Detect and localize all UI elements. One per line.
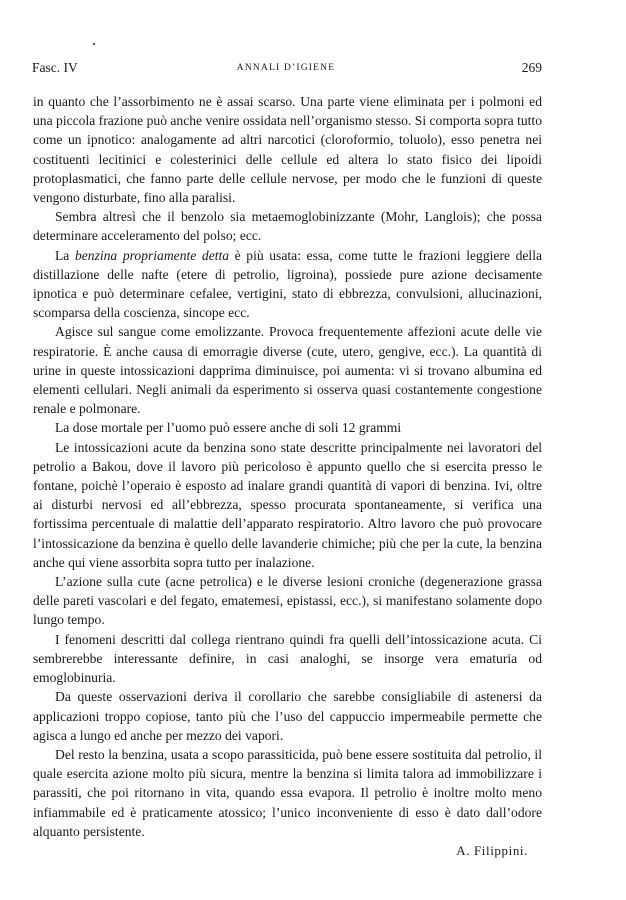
paragraph-8: I fenomeni descritti dal collega rientrano quindi fra quelli dell’intossicazione acuta. Ci sembrerebbe interessante definire, in casi analoghi, se insorge vera ematuria od emoglobinuria. [33,631,542,686]
paragraph-2: Sembra altresì che il benzolo sia metaemoglobinizzante (Mohr, Langlois); che possa determinare acceleramento del polso; ecc. [33,209,542,244]
paragraph-3 [33,246,542,323]
author-signature: A. Filippini. [456,842,528,858]
paragraph-10: Del resto la benzina, usata a scopo parassiticida, può bene essere sostituita dal petrolio, il quale esercita azione molto più sicura, mentre la benzina si limita talora ad immobilizzare i parassiti, che poi ritornano in vita, quando essa evapora. Il petrolio è inoltre molto meno infiammabile ed è praticamente atossico; l’unico inconveniente di esso è dato dall’odore alquanto persistente. [33,746,542,839]
paragraph-1: in quanto che l’assorbimento ne è assai scarso. Una parte viene eliminata per i polmoni ed una piccola frazione può anche venire ossidata nell’organismo stesso. Si comporta sopra tutto come un ipnotico: analogamente ad altri narcotici (cloroformio, toluolo), esso penetra nei costituenti lecitinici e colesterinici delle cellule ed altera lo stato fisico dei lipoidi protoplasmatici, che fanno parte delle cellule nervose, per modo che le funzioni di queste vengono disturbate, fino alla paralisi. [33,94,542,206]
paragraph-9: Da queste osservazioni deriva il corollario che sarebbe consigliabile di astenersi da applicazioni troppo copiose, tanto più che l’uso del cappuccio impermeabile permette che agisca a lungo ed anche per mezzo dei vapori. [33,689,542,743]
paragraph-3-lead: La [55,247,75,263]
paragraph-5: La dose mortale per l’uomo può essere anche di soli 12 grammi [55,420,402,436]
page-number: 269 [521,60,542,75]
article-body [33,92,542,860]
fascicle-label: Fasc. IV [32,60,78,75]
paragraph-3-rest: è più usata: essa, come tutte le frazioni leggiere della distillazione delle nafte (etere di petrolio, ligroina), possiede pure azione decisamente ipnotica e può determinare cefalee, vertigini, stato di ebbrezza, convulsioni, allucinazioni, scomparsa della coscienza, sincope ecc. [33,247,543,321]
paragraph-4: Agisce sul sangue come emolizzante. Provoca frequentemente affezioni acute delle vie respiratorie. È anche causa di emorragie diverse (cute, utero, gengive, ecc.). La quantità di urine in queste intossicazioni dapprima diminuisce, poi aumenta: vi si trovano albumina ed elementi cellulari. Negli animali da esperimento si osserva quasi costantemente congestione renale e polmonare. [33,324,542,417]
journal-title: ANNALI D’IGIENE [236,63,336,73]
benzina-term: benzina propriamente detta [74,247,230,263]
paragraph-7: L’azione sulla cute (acne petrolica) e le diverse lesioni croniche (degenerazione grassa delle pareti vascolari e del fegato, ematemesi, epistassi, ecc.), si manifestano solamente dopo lungo tempo. [33,574,542,628]
scan-speck [93,43,95,45]
paragraph-6: Le intossicazioni acute da benzina sono state descritte principalmente nei lavoratori del petrolio a Bakou, dove il lavoro più pericoloso è appunto quello che si esercita presso le fontane, poichè l’operaio è esposto ad inalare grandi quantità di vapori di benzina. Ivi, oltre ai disturbi nervosi ed all’ebbrezza, spesso procurata spontaneamente, si verifica una fortissima percentuale di malattie dell’apparato respiratorio. Altro lavoro che può provocare l’intossicazione da benzina è quello delle lavanderie chimiche; più che per la cute, la benzina anche qui viene assorbita sopra tutto per inalazione. [33,439,542,570]
running-header [30,60,542,80]
